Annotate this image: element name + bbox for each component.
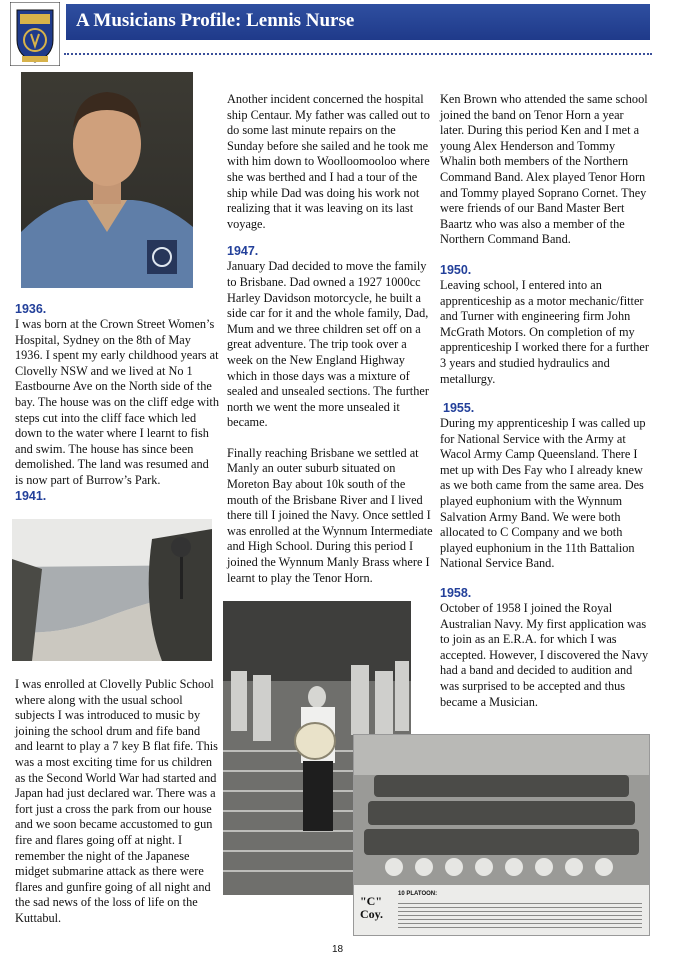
portrait-photo [21,72,193,288]
paragraph-brisbane: Finally reaching Brisbane we settled at Manly an outer suburb situated on Moreton Bay about 10k south of the mouth of the Brisbane River and I lived there till I joined the Navy. Once settled I was enrolled at the Wynnum Intermediate and High School. During this period I joined the Wynnum Manly Brass where I learnt to play the Tenor Horn. [227,445,433,585]
column-1 [15,302,220,504]
paragraph-1947: January Dad decided to move the family to Brisbane. Dad owned a 1927 1000cc Harley Davidson motorcycle, he built a side car for it and the whole family, Dad, Mum and we three children set off on a great adventure. The trip took over a week on the New England Highway which in those days was a mixture of sealed and unsealed sections. The further north we went the more unsealed it became. [227,259,429,430]
photo-caption-platoon: 10 PLATOON: [398,891,438,897]
title-bar [66,4,650,40]
year-heading-1950: 1950. [440,262,472,277]
paragraph-1955: During my apprenticeship I was called up for National Service with the Army at Wacol Army Camp Queensland. There I met up with Des Fay who I already knew as we both came from the same area. Des played euphonium with the Wynnum Salvation Army Band. We were both allocated to C Company and we both played euphonium in the 11th Battalion National Service Band. [440,416,646,571]
year-heading-1947: 1947. [227,244,259,259]
paragraph-1958: October of 1958 I joined the Royal Australian Navy. My first application was to join as an E.R.A. for which I was accepted. However, I discovered the Navy had a band and decided to audition and was surprised to be accepted and thus became a Musician. [440,601,649,709]
year-heading-1936: 1936. [15,302,47,316]
dotted-divider [64,53,652,55]
paragraph-ken-brown: Ken Brown who attended the same school joined the band on Tenor Horn a year later. During this period Ken and I met a young Alex Henderson and Tommy Whalin both members of the Northern Command Band. Alex played Tenor Horn and Tommy played Soprano Cornet. They were friends of our Band Master Bert Baartz who was also a member of the Northern Command Band. [440,92,648,247]
year-heading-1941: 1941. [15,488,47,503]
page-header [0,0,675,52]
photo-caption-names [398,900,642,930]
paragraph-centaur: Another incident concerned the hospital ship Centaur. My father was called out to do some last minute repairs on the Sunday before she sailed and he took me with him down to Woolloomooloo where she was berthed and I had a tour of the ship while Dad was doing his work not realizing that it was leaving on its last voyage. [227,92,430,231]
paragraph-1936: I was born at the Crown Street Women’s Hospital, Sydney on the 8th of May 1936. I spent my early childhood years at Clovelly NSW and we lived at No 1 Eastbourne Ave on the North side of the bay. The house was on the cliff edge with steps cut into the cliff face which led down to the water where I learnt to fish and swim. The house has since been demolished. The land was resumed and is now part of Burrow’s Park. [15,317,219,487]
page-number: 18 [331,944,344,955]
company-band-photo [353,734,650,936]
column-2 [227,92,434,586]
beach-photo [12,519,212,661]
paragraph-1950: Leaving school, I entered into an apprenticeship as a motor mechanic/fitter and Turner with engineering firm John McGrath Motors. On completion of my apprenticeship I worked there for a further 3 years and studied hydraulics and metallurgy. [440,277,649,386]
column-3 [440,92,650,710]
year-heading-1958: 1958. [440,586,472,601]
photo-caption-coy: "C" Coy. [360,894,384,921]
page-title: A Musicians Profile: Lennis Nurse [76,10,355,31]
column-1-continued [15,677,220,927]
navy-crest-icon [10,2,60,66]
paragraph-1941: I was enrolled at Clovelly Public School where along with the usual school subjects I was introduced to music by joining the school drum and fife band and learnt to play a 7 key B flat fife. This was a most exciting time for us children as the Second World War had started and Japan had just declared war. There was a fort just a cross the park from our house and we soon became accustomed to gun fire and flares going off at night. I remember the night of the Japanese midget submarine attack as there were flares and gunfire going of all night and the sad news of the loss of life on the Kuttabul. [15,677,218,925]
year-heading-1955: 1955. [443,401,475,416]
